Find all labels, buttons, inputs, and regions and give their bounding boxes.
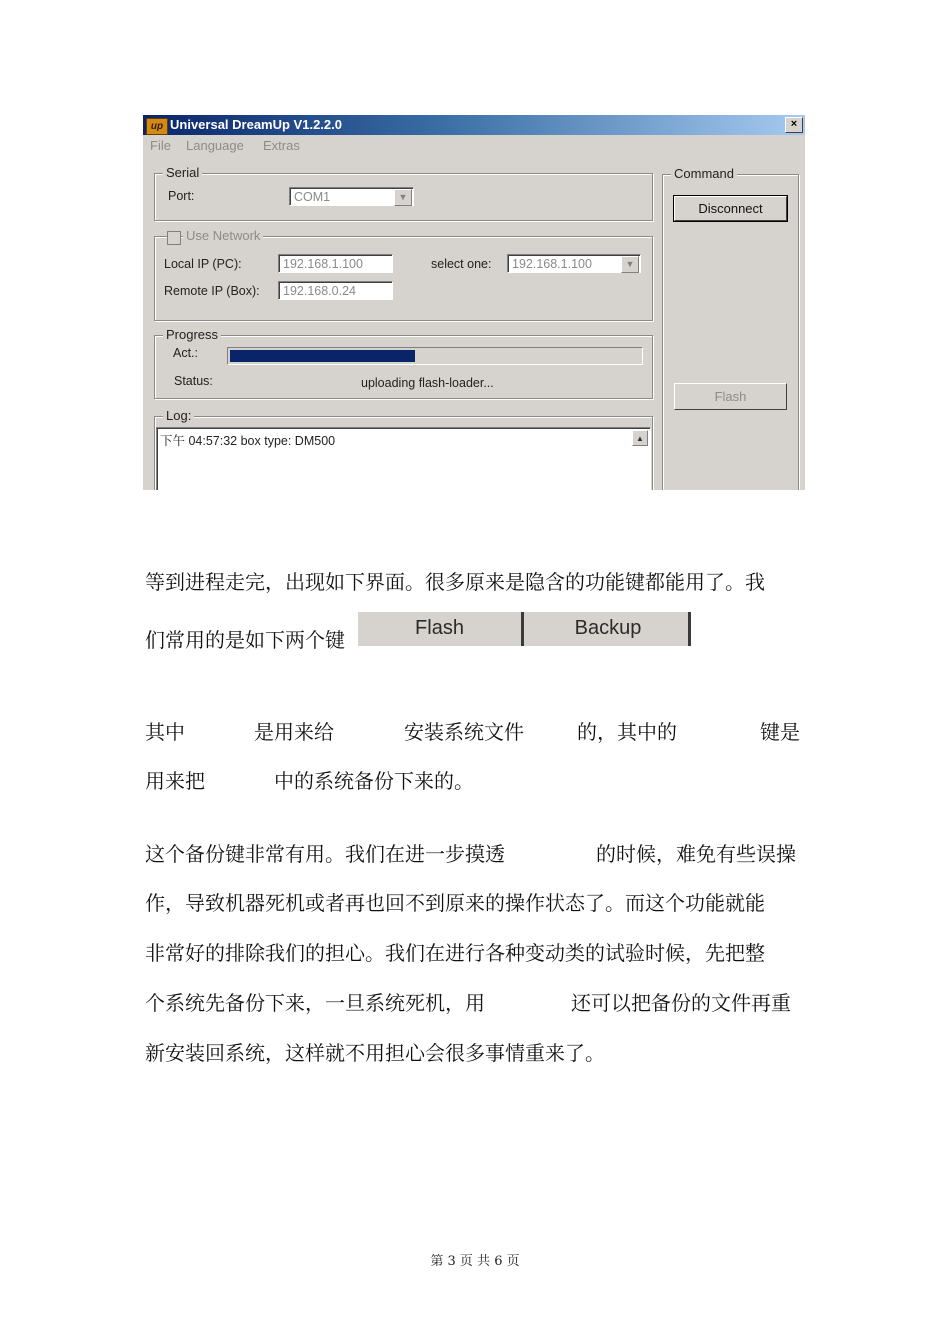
status-label: Status: <box>174 374 213 388</box>
app-window-screenshot <box>143 115 805 490</box>
para3-line3: 非常好的排除我们的担心。我们在进行各种变动类的试验时候，先把整 <box>145 941 765 965</box>
port-select[interactable] <box>289 187 414 206</box>
para3-line1-b: 的时候，难免有些误操 <box>596 842 796 866</box>
progress-group <box>154 327 653 399</box>
flash-button-disabled[interactable]: Flash <box>674 383 787 410</box>
app-logo-icon: up <box>146 118 168 135</box>
inline-backup-button: Backup <box>528 612 691 646</box>
log-group <box>154 408 653 490</box>
page-footer: 第 3 页 共 6 页 <box>430 1254 520 1269</box>
disconnect-button[interactable]: Disconnect <box>674 196 787 221</box>
title-bar <box>143 115 805 135</box>
command-group <box>662 166 799 490</box>
serial-group <box>154 165 653 221</box>
select-one-value: 192.168.1.100 <box>512 257 592 271</box>
close-button[interactable]: × <box>785 117 803 133</box>
act-label: Act.: <box>173 346 199 360</box>
chevron-down-icon[interactable]: ▼ <box>394 189 412 206</box>
log-textarea[interactable] <box>156 427 651 490</box>
log-line: 下午 04:57:32 box type: DM500 <box>160 434 336 448</box>
act-progress-bar <box>227 347 643 365</box>
use-network-checkbox[interactable] <box>167 231 181 245</box>
para2-seg3: 安装系统文件 <box>404 720 524 744</box>
progress-legend: Progress <box>163 327 221 342</box>
local-ip-field[interactable]: 192.168.1.100 <box>278 254 393 273</box>
para2-seg6: 用来把 <box>145 769 205 793</box>
menu-language[interactable]: Language <box>186 138 244 153</box>
progress-fill <box>230 350 415 362</box>
inline-flash-button: Flash <box>358 612 524 646</box>
window-title: Universal DreamUp V1.2.2.0 <box>170 117 342 132</box>
serial-legend: Serial <box>163 165 202 180</box>
chevron-down-icon[interactable]: ▼ <box>621 256 639 273</box>
para3-line4-a: 个系统先备份下来，一旦系统死机，用 <box>145 991 485 1015</box>
command-legend: Command <box>671 166 737 181</box>
scroll-up-icon[interactable]: ▲ <box>632 430 648 446</box>
use-network-legend: Use Network <box>183 228 263 243</box>
para3-line2: 作，导致机器死机或者再也回不到原来的操作状态了。而这个功能就能 <box>145 891 765 915</box>
para3-line5: 新安装回系统，这样就不用担心会很多事情重来了。 <box>145 1041 605 1065</box>
network-group <box>154 228 653 321</box>
inline-buttons-image <box>358 612 691 646</box>
port-label: Port: <box>168 189 195 203</box>
para1-line1: 等到进程走完，出现如下界面。很多原来是隐含的功能键都能用了。我 <box>145 570 765 594</box>
status-value: uploading flash-loader... <box>361 376 494 390</box>
menu-extras[interactable]: Extras <box>263 138 300 153</box>
para3-line1-a: 这个备份键非常有用。我们在进一步摸透 <box>145 842 505 866</box>
para1-line2: 们常用的是如下两个键 <box>145 628 345 652</box>
menu-file[interactable]: File <box>150 138 171 153</box>
para2-seg4: 的，其中的 <box>577 720 677 744</box>
menu-bar <box>143 136 805 154</box>
para2-seg2: 是用来给 <box>254 720 334 744</box>
para3-line4-b: 还可以把备份的文件再重 <box>571 991 791 1015</box>
para2-seg5: 键是 <box>760 720 800 744</box>
para2-seg7: 中的系统备份下来的。 <box>274 769 474 793</box>
log-legend: Log: <box>163 408 194 423</box>
local-ip-label: Local IP (PC): <box>164 257 242 271</box>
select-one-label: select one: <box>431 257 492 271</box>
select-one-combo[interactable] <box>507 254 641 273</box>
remote-ip-field[interactable]: 192.168.0.24 <box>278 281 393 300</box>
para2-seg1: 其中 <box>145 720 185 744</box>
port-value: COM1 <box>294 190 331 204</box>
remote-ip-label: Remote IP (Box): <box>164 284 260 298</box>
